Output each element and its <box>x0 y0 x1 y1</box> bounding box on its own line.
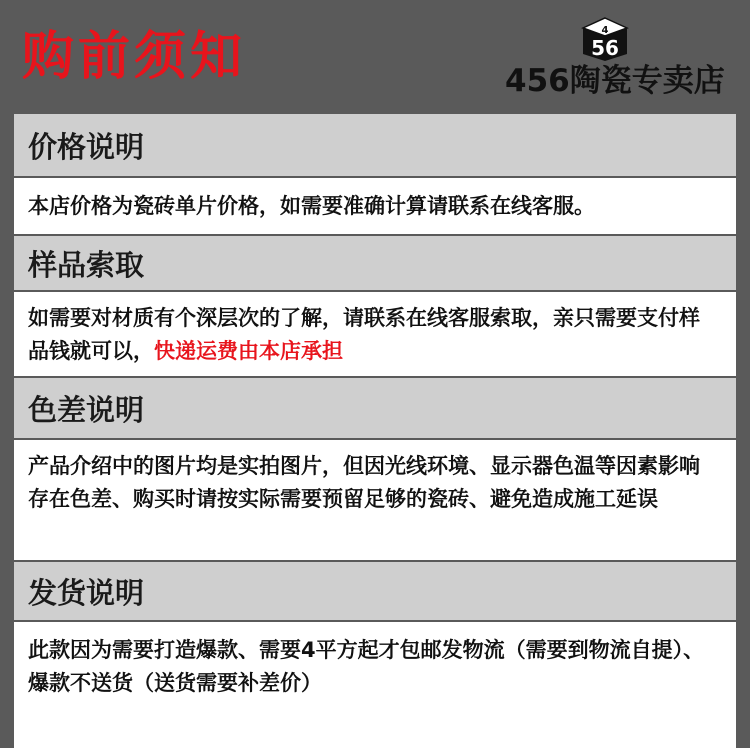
store-name: 456陶瓷专卖店 <box>505 63 725 99</box>
header <box>0 0 750 110</box>
section-heading-sample: 样品索取 <box>14 236 736 290</box>
sample-body-text: 如需要对材质有个深层次的了解，请联系在线客服索取，亲只需要支付样品钱就可以， <box>28 306 700 363</box>
section-heading-price: 价格说明 <box>14 114 736 176</box>
store-logo-icon <box>580 16 630 62</box>
section-body-price: 本店价格为瓷砖单片价格，如需要准确计算请联系在线客服。 <box>14 178 736 234</box>
page-title: 购前须知 <box>22 27 247 87</box>
svg-text:56: 56 <box>591 36 619 60</box>
shipping-highlight: 快递运费由本店承担 <box>154 339 343 363</box>
notice-panel <box>14 114 736 748</box>
section-body-color: 产品介绍中的图片均是实拍图片，但因光线环境、显示器色温等因素影响存在色差、购买时请按实际需要预留足够的瓷砖、避免造成施工延误 <box>14 440 736 560</box>
section-heading-color: 色差说明 <box>14 378 736 438</box>
section-heading-delivery: 发货说明 <box>14 562 736 620</box>
section-body-sample <box>14 292 736 376</box>
section-body-delivery: 此款因为需要打造爆款、需要4平方起才包邮发物流（需要到物流自提）、爆款不送货（送货需要补差价） <box>14 622 736 748</box>
svg-text:4: 4 <box>601 25 609 36</box>
